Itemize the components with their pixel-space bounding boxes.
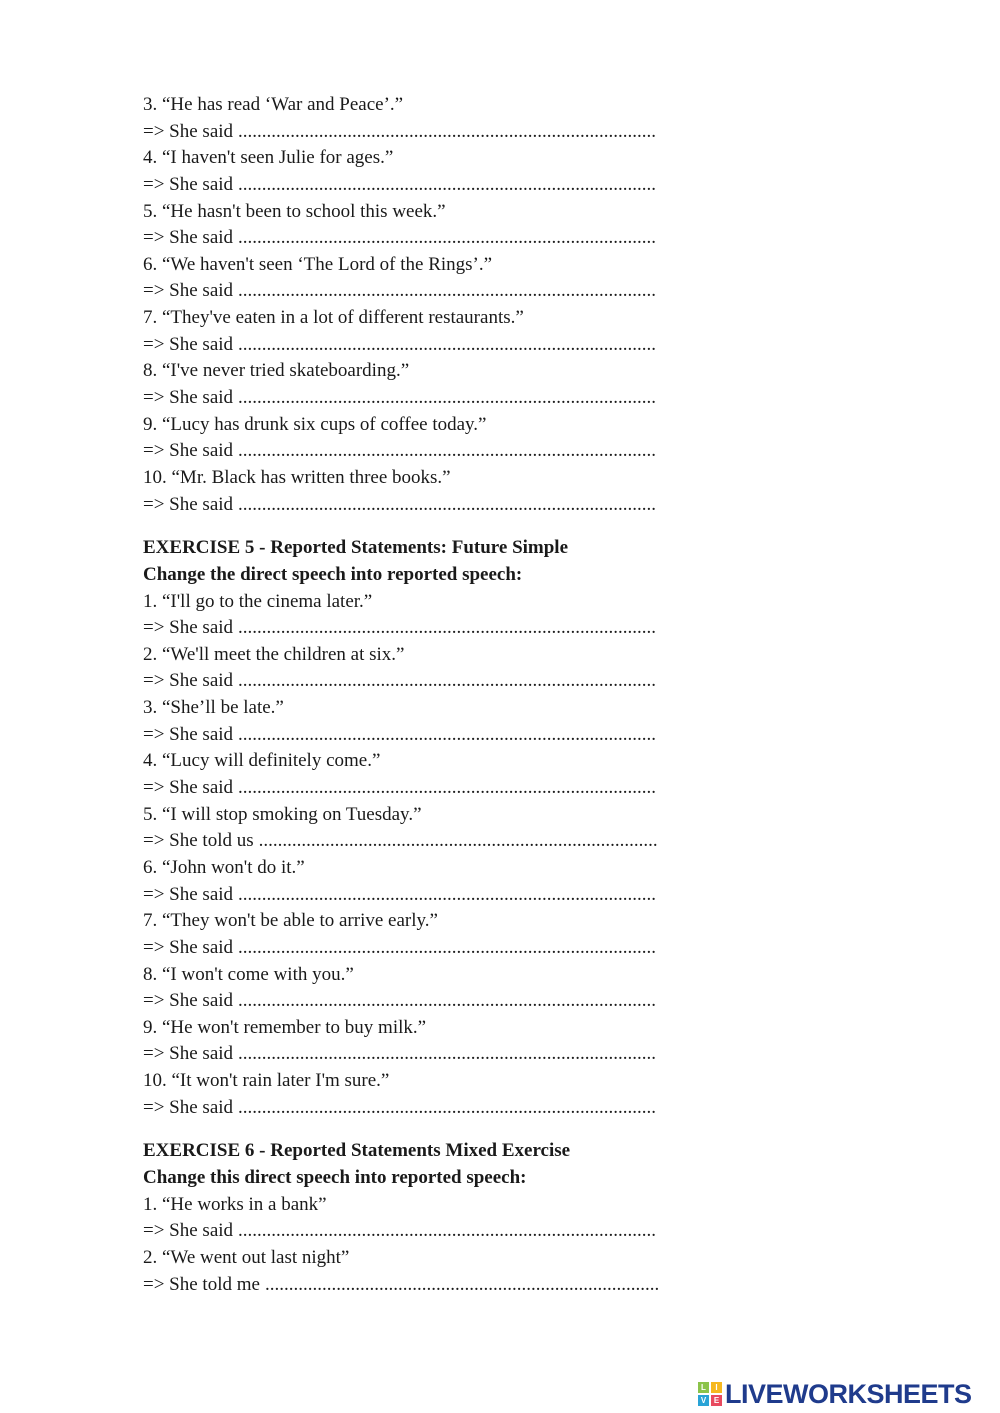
question-text: 8. “I won't come with you.”: [143, 963, 354, 985]
answer-blank[interactable]: ........................................................................................: [238, 387, 657, 409]
question-text: 2. “We'll meet the children at six.”: [143, 643, 405, 665]
answer-blank[interactable]: ...................................................................................: [264, 1273, 660, 1295]
exercise-4-continued: [143, 92, 723, 518]
answer-line[interactable]: [143, 1095, 723, 1122]
question-text: 5. “He hasn't been to school this week.”: [143, 200, 446, 222]
answer-prefix: => She said: [143, 617, 234, 639]
question-text: 6. “We haven't seen ‘The Lord of the Rings’.”: [143, 253, 493, 275]
answer-blank[interactable]: ........................................................................................: [238, 990, 657, 1012]
exercise-6-instruction: Change this direct speech into reported speech:: [143, 1166, 527, 1188]
answer-prefix: => She said: [143, 280, 234, 302]
answer-blank[interactable]: ........................................................................................: [238, 723, 657, 745]
answer-blank[interactable]: ........................................................................................: [238, 777, 657, 799]
answer-line[interactable]: [143, 119, 723, 146]
question-text: 10. “Mr. Black has written three books.”: [143, 466, 451, 488]
answer-line[interactable]: [143, 332, 723, 359]
answer-line[interactable]: [143, 225, 723, 252]
answer-prefix: => She said: [143, 990, 234, 1012]
question-text: 5. “I will stop smoking on Tuesday.”: [143, 803, 422, 825]
answer-line[interactable]: [143, 828, 723, 855]
answer-prefix: => She said: [143, 440, 234, 462]
exercise-5-items: [143, 589, 723, 1122]
answer-prefix: => She said: [143, 723, 234, 745]
answer-prefix: => She told us: [143, 830, 254, 852]
answer-blank[interactable]: ....................................................................................: [258, 830, 658, 852]
logo-text: LIVEWORKSHEETS: [725, 1378, 972, 1409]
answer-line[interactable]: [143, 615, 723, 642]
question-text: 7. “They won't be able to arrive early.”: [143, 910, 438, 932]
answer-blank[interactable]: ........................................................................................: [238, 1043, 657, 1065]
answer-line[interactable]: [143, 722, 723, 749]
answer-line[interactable]: [143, 1218, 723, 1245]
answer-line[interactable]: [143, 1272, 723, 1299]
answer-prefix: => She said: [143, 387, 234, 409]
logo-letter-i: I: [711, 1382, 722, 1393]
question-text: 9. “Lucy has drunk six cups of coffee today.”: [143, 413, 487, 435]
question-text: 7. “They've eaten in a lot of different restaurants.”: [143, 307, 524, 329]
exercise-6: [143, 1138, 723, 1298]
question-text: 9. “He won't remember to buy milk.”: [143, 1016, 427, 1038]
answer-line[interactable]: [143, 492, 723, 519]
exercise-5-instruction: Change the direct speech into reported speech:: [143, 563, 523, 585]
answer-line[interactable]: [143, 935, 723, 962]
answer-prefix: => She said: [143, 333, 234, 355]
question-text: 4. “Lucy will definitely come.”: [143, 750, 381, 772]
answer-blank[interactable]: ........................................................................................: [238, 120, 657, 142]
answer-prefix: => She said: [143, 936, 234, 958]
question-text: 6. “John won't do it.”: [143, 856, 305, 878]
answer-line[interactable]: [143, 385, 723, 412]
exercise-5: [143, 535, 723, 1121]
answer-blank[interactable]: ........................................................................................: [238, 173, 657, 195]
question-text: 3. “He has read ‘War and Peace’.”: [143, 94, 404, 115]
answer-line[interactable]: [143, 278, 723, 305]
answer-prefix: => She said: [143, 173, 234, 195]
answer-prefix: => She said: [143, 670, 234, 692]
logo-letter-v: V: [698, 1395, 709, 1406]
answer-prefix: => She said: [143, 1043, 234, 1065]
answer-line[interactable]: [143, 988, 723, 1015]
answer-blank[interactable]: ........................................................................................: [238, 670, 657, 692]
answer-blank[interactable]: ........................................................................................: [238, 617, 657, 639]
exercise-5-title: EXERCISE 5 - Reported Statements: Future Simple: [143, 537, 569, 559]
answer-blank[interactable]: ........................................................................................: [238, 493, 657, 515]
question-text: 4. “I haven't seen Julie for ages.”: [143, 147, 394, 169]
logo-letter-l: L: [698, 1382, 709, 1393]
answer-blank[interactable]: ........................................................................................: [238, 227, 657, 249]
question-text: 10. “It won't rain later I'm sure.”: [143, 1070, 390, 1092]
question-text: 3. “She’ll be late.”: [143, 697, 284, 719]
question-text: 2. “We went out last night”: [143, 1246, 350, 1268]
answer-line[interactable]: [143, 882, 723, 909]
answer-line[interactable]: [143, 438, 723, 465]
answer-blank[interactable]: ........................................................................................: [238, 936, 657, 958]
answer-prefix: => She said: [143, 1220, 234, 1242]
logo-mark-icon: [698, 1382, 722, 1406]
answer-line[interactable]: [143, 775, 723, 802]
answer-prefix: => She said: [143, 493, 234, 515]
answer-blank[interactable]: ........................................................................................: [238, 883, 657, 905]
answer-prefix: => She said: [143, 120, 234, 142]
answer-prefix: => She told me: [143, 1273, 260, 1295]
answer-line[interactable]: [143, 1041, 723, 1068]
exercise-6-items: [143, 1192, 723, 1299]
logo-letter-e: E: [711, 1395, 722, 1406]
answer-blank[interactable]: ........................................................................................: [238, 333, 657, 355]
answer-blank[interactable]: ........................................................................................: [238, 1220, 657, 1242]
answer-prefix: => She said: [143, 883, 234, 905]
answer-blank[interactable]: ........................................................................................: [238, 1096, 657, 1118]
answer-blank[interactable]: ........................................................................................: [238, 440, 657, 462]
question-text: 1. “He works in a bank”: [143, 1193, 327, 1215]
answer-prefix: => She said: [143, 227, 234, 249]
worksheet-page: [143, 92, 723, 1298]
answer-line[interactable]: [143, 668, 723, 695]
question-text: 1. “I'll go to the cinema later.”: [143, 590, 373, 612]
question-text: 8. “I've never tried skateboarding.”: [143, 360, 410, 382]
answer-blank[interactable]: ........................................................................................: [238, 280, 657, 302]
liveworksheets-logo: [698, 1377, 972, 1411]
answer-line[interactable]: [143, 172, 723, 199]
exercise-6-title: EXERCISE 6 - Reported Statements Mixed Exercise: [143, 1140, 571, 1162]
answer-prefix: => She said: [143, 1096, 234, 1118]
answer-prefix: => She said: [143, 777, 234, 799]
